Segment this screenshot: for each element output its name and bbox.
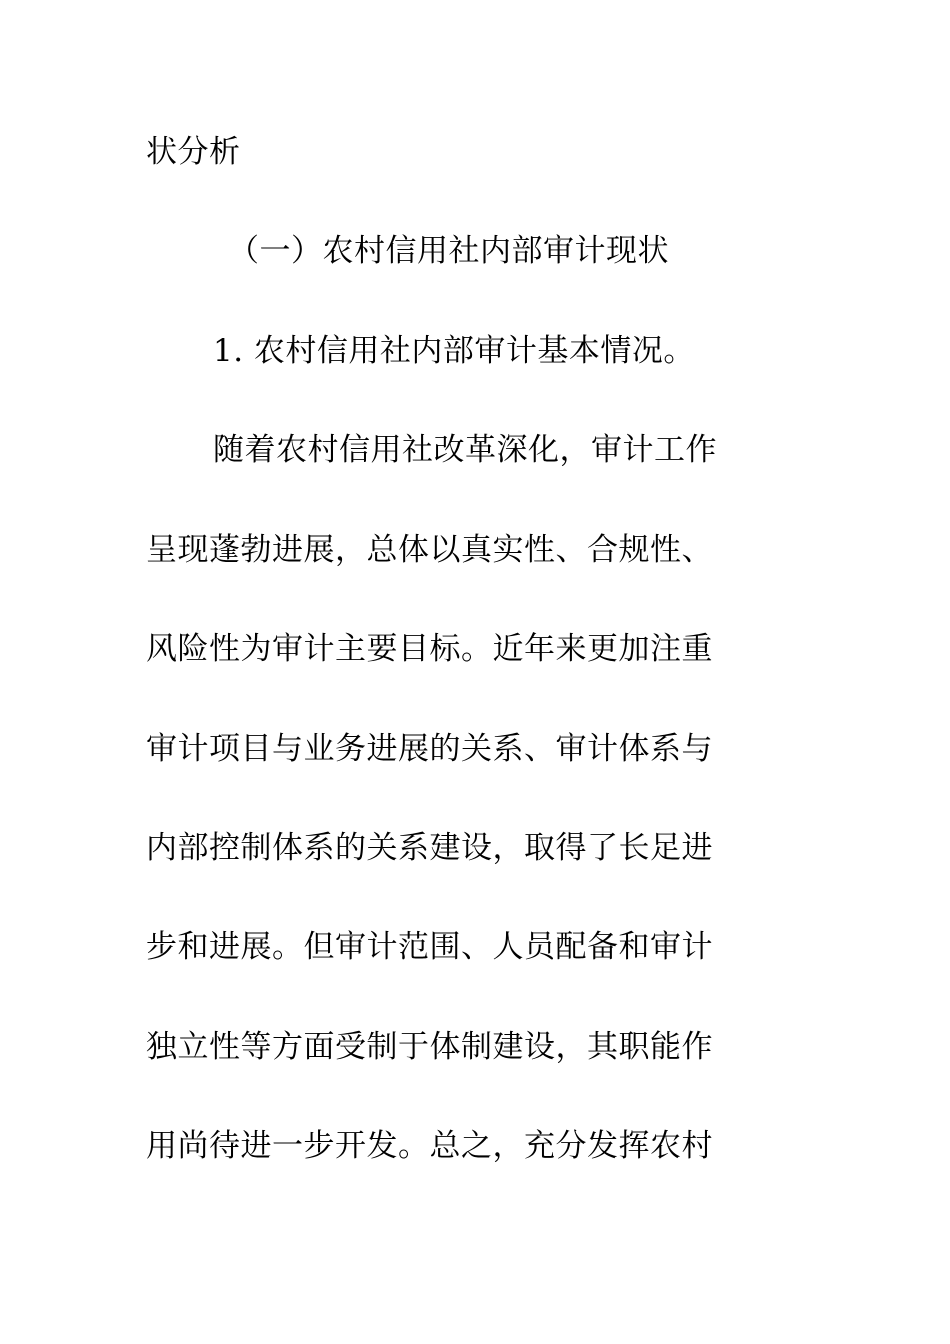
paragraph-line: 呈现蓬勃进展，总体以真实性、合规性、 xyxy=(146,532,713,568)
paragraph-line: 独立性等方面受制于体制建设，其职能作 xyxy=(146,1029,713,1065)
paragraph-line: 步和进展。但审计范围、人员配备和审计 xyxy=(146,929,713,965)
paragraph-line: 随着农村信用社改革深化，审计工作 xyxy=(213,432,717,468)
paragraph-line: 审计项目与业务进展的关系、审计体系与 xyxy=(146,731,713,767)
section-title-fragment: 状分析 xyxy=(146,134,241,170)
paragraph-line: 风险性为审计主要目标。近年来更加注重 xyxy=(146,631,713,667)
paragraph-line: 内部控制体系的关系建设，取得了长足进 xyxy=(146,830,713,866)
section-heading: （一）农村信用社内部审计现状 xyxy=(228,233,669,269)
paragraph-line: 用尚待进一步开发。总之，充分发挥农村 xyxy=(146,1128,713,1164)
subsection-heading: 1. 农村信用社内部审计基本情况。 xyxy=(213,333,695,369)
